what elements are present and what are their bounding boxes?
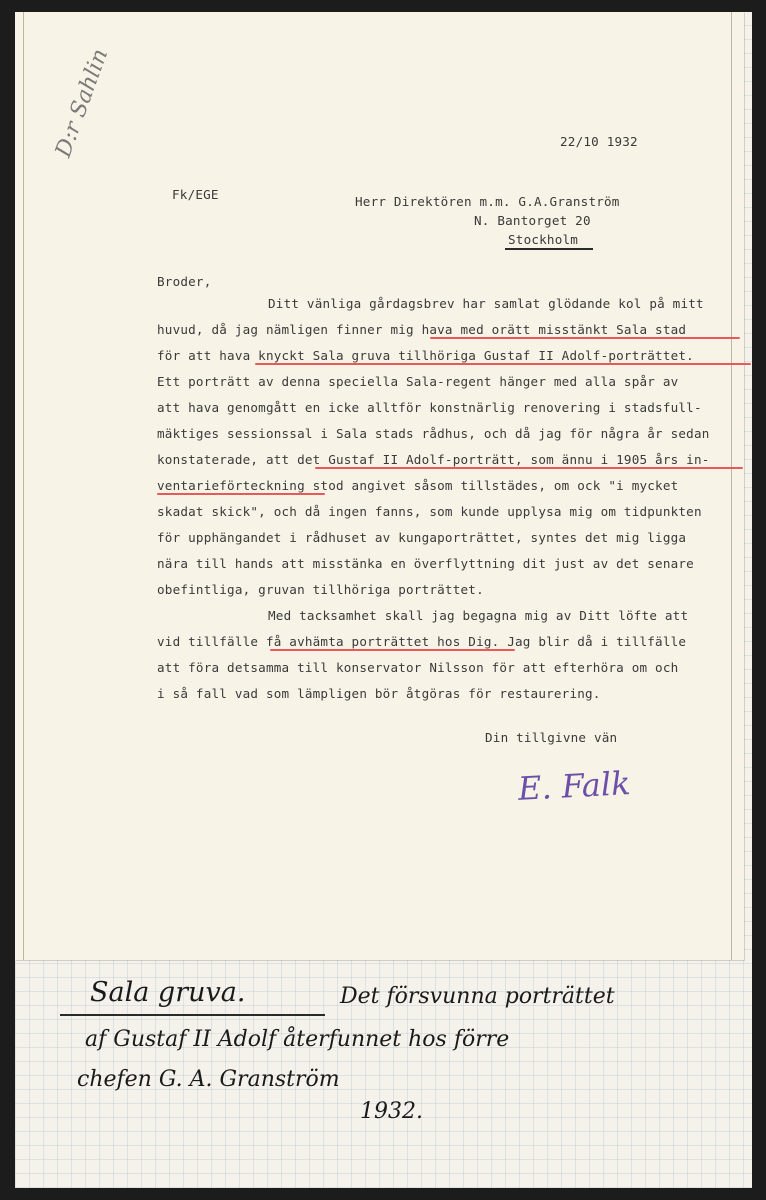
recipient-line-1: Herr Direktören m.m. G.A.Granström [355,194,620,209]
body-line: i så fall vad som lämpligen bör åtgöras för restaurering. [157,686,601,701]
red-underline [270,649,515,651]
body-line: att hava genomgått en icke alltför konstnärlig renovering i stadsfull- [157,400,702,415]
body-line: Ett porträtt av denna speciella Sala-regent hänger med alla spår av [157,374,679,389]
red-underline [255,363,751,365]
body-line: obefintliga, gruvan tillhöriga porträttet. [157,582,484,597]
recipient-line-2: N. Bantorget 20 [474,213,591,228]
red-underline [315,467,743,469]
caption-line-1: Det försvunna porträttet [340,984,615,1009]
reference-code: Fk/EGE [172,187,219,202]
caption-line-4: 1932. [360,1099,423,1124]
caption-line-3: chefen G. A. Granström [77,1067,340,1092]
margin-note: D:r Sahlin [51,45,114,161]
body-line: ventarieförteckning stod angivet såsom tillstädes, om ock "i mycket [157,478,679,493]
recipient-line-3: Stockholm [508,232,579,247]
body-line: vid tillfälle få avhämta porträttet hos Dig. Jag blir då i tillfälle [157,634,687,649]
body-line: konstaterade, att det Gustaf II Adolf-porträtt, som ännu i 1905 års in- [157,452,710,467]
body-line: mäktiges sessionssal i Sala stads rådhus, och då jag för några år sedan [157,426,710,441]
body-line: skadat skick", och då ingen fanns, som kunde upplysa mig om tidpunkten [157,504,702,519]
body-line: Ditt vänliga gårdagsbrev har samlat glödande kol på mitt [268,296,704,311]
recipient-underline [505,248,593,250]
body-line: nära till hands att misstänka en överflyttning dit just av det senare [157,556,694,571]
red-underline [430,337,740,339]
body-line: huvud, då jag nämligen finner mig hava med orätt misstänkt Sala stad [157,322,687,337]
body-line: att föra detsamma till konservator Nilsson för att efterhöra om och [157,660,679,675]
closing: Din tillgivne vän [485,730,618,745]
caption-line-2: af Gustaf II Adolf återfunnet hos förre [85,1027,510,1052]
red-underline [157,493,325,495]
salutation: Broder, [157,274,212,289]
signature: E. Falk [517,764,632,808]
typed-letter [15,12,744,960]
body-line: Med tacksamhet skall jag begagna mig av Ditt löfte att [268,608,689,623]
letter-date: 22/10 1932 [560,134,638,149]
body-line: för att hava knyckt Sala gruva tillhöriga Gustaf II Adolf-porträttet. [157,348,694,363]
paper-sheet [15,12,752,1188]
caption-title: Sala gruva. [90,977,246,1008]
caption-title-underline [60,1014,325,1016]
body-line: för upphängandet i rådhuset av kungaporträttet, syntes det mig ligga [157,530,687,545]
